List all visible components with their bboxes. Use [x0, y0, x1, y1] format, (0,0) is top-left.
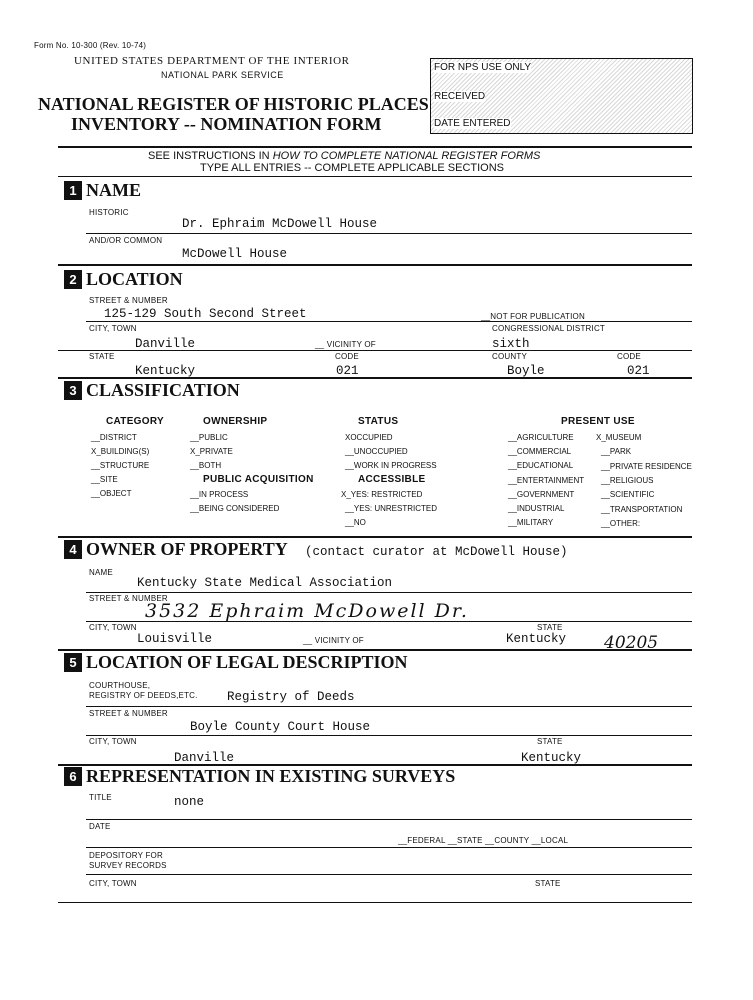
owner-city-label: CITY, TOWN	[89, 623, 137, 632]
legal-city-value: Danville	[174, 751, 235, 765]
ownership-option: X_PRIVATE	[190, 447, 233, 456]
category-option: __DISTRICT	[91, 433, 137, 442]
use-option: X_MUSEUM	[596, 433, 642, 442]
survey-records-label: SURVEY RECORDS	[89, 861, 167, 870]
courthouse-label: COURTHOUSE,	[89, 681, 151, 690]
street-value: 125-129 South Second Street	[104, 307, 307, 321]
owner-street-label: STREET & NUMBER	[89, 594, 168, 603]
section-number: 2	[64, 270, 82, 289]
county-label: COUNTY	[492, 352, 527, 361]
nps-title: FOR NPS USE ONLY	[434, 62, 532, 73]
registry-label: REGISTRY OF DEEDS,ETC.	[89, 691, 198, 700]
use-option: __ENTERTAINMENT	[508, 476, 585, 485]
rule	[86, 874, 692, 875]
rule	[86, 735, 692, 736]
nps-use-box	[430, 58, 693, 134]
code2-label: CODE	[617, 352, 641, 361]
divider	[58, 264, 692, 266]
city-label: CITY, TOWN	[89, 324, 137, 333]
state-label: STATE	[89, 352, 115, 361]
category-option: __STRUCTURE	[91, 461, 150, 470]
rule	[86, 706, 692, 707]
owner-note: (contact curator at McDowell House)	[305, 545, 568, 559]
acquisition-option: __BEING CONSIDERED	[190, 504, 280, 513]
section-title-classification: CLASSIFICATION	[86, 380, 240, 400]
owner-street-value: 3532 Ephraim McDowell Dr.	[145, 600, 469, 622]
rule	[58, 350, 692, 351]
acquisition-option: __IN PROCESS	[190, 490, 249, 499]
form-title-line2: INVENTORY -- NOMINATION FORM	[71, 114, 382, 134]
rule	[86, 819, 692, 820]
owner-state-value: Kentucky	[506, 632, 567, 646]
section-title-surveys: REPRESENTATION IN EXISTING SURVEYS	[86, 766, 456, 786]
survey-state-label: STATE	[535, 879, 561, 888]
category-option: __OBJECT	[91, 489, 132, 498]
legal-street-label: STREET & NUMBER	[89, 709, 168, 718]
category-option: __SITE	[91, 475, 118, 484]
congressional-value: sixth	[492, 337, 530, 351]
category-option: X_BUILDING(S)	[91, 447, 150, 456]
present-use-header: PRESENT USE	[561, 416, 635, 427]
street-label: STREET & NUMBER	[89, 296, 168, 305]
congressional-label: CONGRESSIONAL DISTRICT	[492, 324, 606, 333]
code-value: 021	[336, 364, 359, 378]
service: NATIONAL PARK SERVICE	[161, 70, 284, 80]
nps-received: RECEIVED	[434, 91, 486, 102]
divider	[58, 649, 692, 651]
ownership-header: OWNERSHIP	[203, 416, 268, 427]
legal-state-value: Kentucky	[521, 751, 582, 765]
use-option: __GOVERNMENT	[508, 490, 575, 499]
instructions-line2: TYPE ALL ENTRIES -- COMPLETE APPLICABLE SECTIONS	[200, 162, 505, 174]
survey-title-value: none	[174, 795, 205, 809]
rule	[86, 592, 692, 593]
survey-date-label: DATE	[89, 822, 111, 831]
depository-label: DEPOSITORY FOR	[89, 851, 163, 860]
historic-label: HISTORIC	[89, 208, 129, 217]
use-option: __PARK	[601, 447, 632, 456]
status-option: XOCCUPIED	[345, 433, 393, 442]
accessible-option: __NO	[345, 518, 366, 527]
use-option: __PRIVATE RESIDENCE	[601, 462, 692, 471]
historic-value: Dr. Ephraim McDowell House	[182, 217, 378, 231]
common-value: McDowell House	[182, 247, 288, 261]
owner-name-label: NAME	[89, 568, 113, 577]
owner-city-value: Louisville	[137, 632, 213, 646]
status-header: STATUS	[358, 416, 399, 427]
code-label: CODE	[335, 352, 359, 361]
survey-levels: __FEDERAL __STATE __COUNTY __LOCAL	[398, 836, 569, 845]
section-title-name: NAME	[86, 180, 141, 200]
department: UNITED STATES DEPARTMENT OF THE INTERIOR	[74, 55, 350, 67]
divider	[58, 146, 692, 148]
section-number: 5	[64, 653, 82, 672]
vicinity-label: __ VICINITY OF	[315, 340, 376, 349]
owner-zip-value: 40205	[604, 633, 659, 653]
survey-title-label: TITLE	[89, 793, 112, 802]
not-for-publication: __NOT FOR PUBLICATION	[481, 312, 585, 321]
accessible-header: ACCESSIBLE	[358, 474, 426, 485]
state-value: Kentucky	[135, 364, 196, 378]
accessible-option: __YES: UNRESTRICTED	[345, 504, 438, 513]
acquisition-header: PUBLIC ACQUISITION	[203, 474, 314, 485]
divider	[58, 536, 692, 538]
legal-city-label: CITY, TOWN	[89, 737, 137, 746]
common-label: AND/OR COMMON	[89, 236, 163, 245]
section-number: 4	[64, 540, 82, 559]
code2-value: 021	[627, 364, 650, 378]
section-number: 6	[64, 767, 82, 786]
section-number: 1	[64, 181, 82, 200]
section-title-owner: OWNER OF PROPERTY	[86, 539, 288, 559]
section-title-location: LOCATION	[86, 269, 183, 289]
rule	[86, 321, 692, 322]
county-value: Boyle	[507, 364, 545, 378]
section-title-legal: LOCATION OF LEGAL DESCRIPTION	[86, 652, 408, 672]
use-option: __RELIGIOUS	[601, 476, 654, 485]
use-option: __SCIENTIFIC	[601, 490, 655, 499]
use-option: __INDUSTRIAL	[508, 504, 565, 513]
divider	[58, 176, 692, 177]
legal-street-value: Boyle County Court House	[190, 720, 371, 734]
owner-vicinity-label: __ VICINITY OF	[303, 636, 364, 645]
legal-state-label: STATE	[537, 737, 563, 746]
divider	[58, 377, 692, 379]
ownership-option: __PUBLIC	[190, 433, 228, 442]
use-option: __COMMERCIAL	[508, 447, 572, 456]
use-option: __OTHER:	[601, 519, 641, 528]
owner-state-label: STATE	[537, 623, 563, 632]
accessible-option: X_YES: RESTRICTED	[341, 490, 423, 499]
rule	[86, 621, 692, 622]
instructions-line1: SEE INSTRUCTIONS IN HOW TO COMPLETE NATIONAL REGISTER FORMS	[148, 150, 541, 162]
use-option: __AGRICULTURE	[508, 433, 574, 442]
section-number: 3	[64, 381, 82, 400]
survey-city-label: CITY, TOWN	[89, 879, 137, 888]
city-value: Danville	[135, 337, 196, 351]
form-title-line1: NATIONAL REGISTER OF HISTORIC PLACES	[38, 94, 429, 114]
use-option: __MILITARY	[508, 518, 554, 527]
form-number: Form No. 10-300 (Rev. 10-74)	[34, 41, 147, 50]
ownership-option: __BOTH	[190, 461, 222, 470]
status-option: __UNOCCUPIED	[345, 447, 408, 456]
status-option: __WORK IN PROGRESS	[345, 461, 437, 470]
owner-name-value: Kentucky State Medical Association	[137, 576, 393, 590]
courthouse-value: Registry of Deeds	[227, 690, 355, 704]
rule	[86, 847, 692, 848]
rule	[86, 233, 692, 234]
rule	[58, 902, 692, 903]
category-header: CATEGORY	[106, 416, 164, 427]
use-option: __TRANSPORTATION	[601, 505, 683, 514]
nps-date-entered: DATE ENTERED	[434, 118, 511, 129]
use-option: __EDUCATIONAL	[508, 461, 574, 470]
